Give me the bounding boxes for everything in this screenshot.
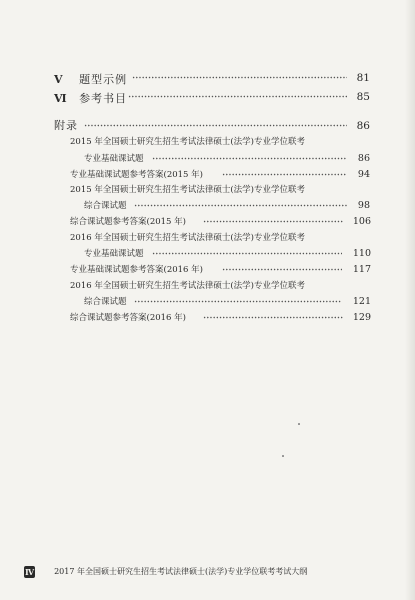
toc-appendix: 附录: [54, 119, 78, 132]
leader-dots: [134, 204, 347, 210]
scan-speck: [282, 455, 284, 457]
running-footer-title: 2017 年全国硕士研究生招生考试法律硕士(法学)专业学位联考考试大纲: [54, 566, 308, 576]
leader-dots: [203, 316, 343, 322]
appendix-page-number: 86: [356, 120, 370, 132]
toc-entry: 综合课试题参考答案(2015 年): [70, 217, 186, 227]
leader-dots: [222, 268, 342, 274]
section-number: Ⅵ: [54, 92, 67, 105]
leader-dots: [128, 95, 347, 101]
leader-dots: [132, 76, 347, 82]
toc-entry: 专业基础课试题: [84, 249, 144, 259]
leader-dots: [152, 252, 342, 258]
toc-section-5: [54, 71, 127, 85]
entry-page-number: 110: [352, 248, 371, 259]
leader-dots: [222, 173, 347, 179]
entry-page-number: 121: [352, 296, 371, 307]
page-footer: [24, 564, 307, 578]
leader-dots: [84, 124, 347, 130]
section-title: 题型示例: [79, 73, 128, 86]
toc-entry-header: 2015 年全国硕士研究生招生考试法律硕士(法学)专业学位联考: [70, 137, 305, 147]
toc-section-6: [54, 90, 127, 104]
page-number-badge: Ⅳ: [24, 566, 35, 577]
leader-dots: [203, 220, 343, 226]
leader-dots: [152, 157, 347, 163]
scan-speck: [298, 423, 300, 425]
section-page-number: 85: [356, 91, 370, 103]
entry-page-number: 106: [352, 216, 371, 227]
section-number: Ⅴ: [54, 73, 63, 86]
toc-entry-header: 2015 年全国硕士研究生招生考试法律硕士(法学)专业学位联考: [70, 185, 305, 195]
entry-page-number: 129: [352, 312, 371, 323]
toc-entry-header: 2016 年全国硕士研究生招生考试法律硕士(法学)专业学位联考: [70, 233, 305, 243]
entry-page-number: 94: [357, 169, 370, 180]
entry-page-number: 98: [357, 200, 370, 211]
toc-entry: 综合课试题: [84, 201, 127, 211]
entry-page-number: 117: [352, 264, 371, 275]
toc-entry: 专业基础课试题: [84, 154, 144, 164]
toc-entry: 专业基础课试题参考答案(2015 年): [70, 170, 203, 180]
section-title: 参考书目: [79, 92, 128, 105]
toc-entry-header: 2016 年全国硕士研究生招生考试法律硕士(法学)专业学位联考: [70, 281, 305, 291]
page-edge-shadow: [405, 0, 415, 600]
toc-entry: 综合课试题参考答案(2016 年): [70, 313, 186, 323]
leader-dots: [134, 300, 342, 306]
section-page-number: 81: [356, 72, 370, 84]
toc-entry: 专业基础课试题参考答案(2016 年): [70, 265, 203, 275]
toc-entry: 综合课试题: [84, 297, 127, 307]
entry-page-number: 86: [357, 153, 370, 164]
